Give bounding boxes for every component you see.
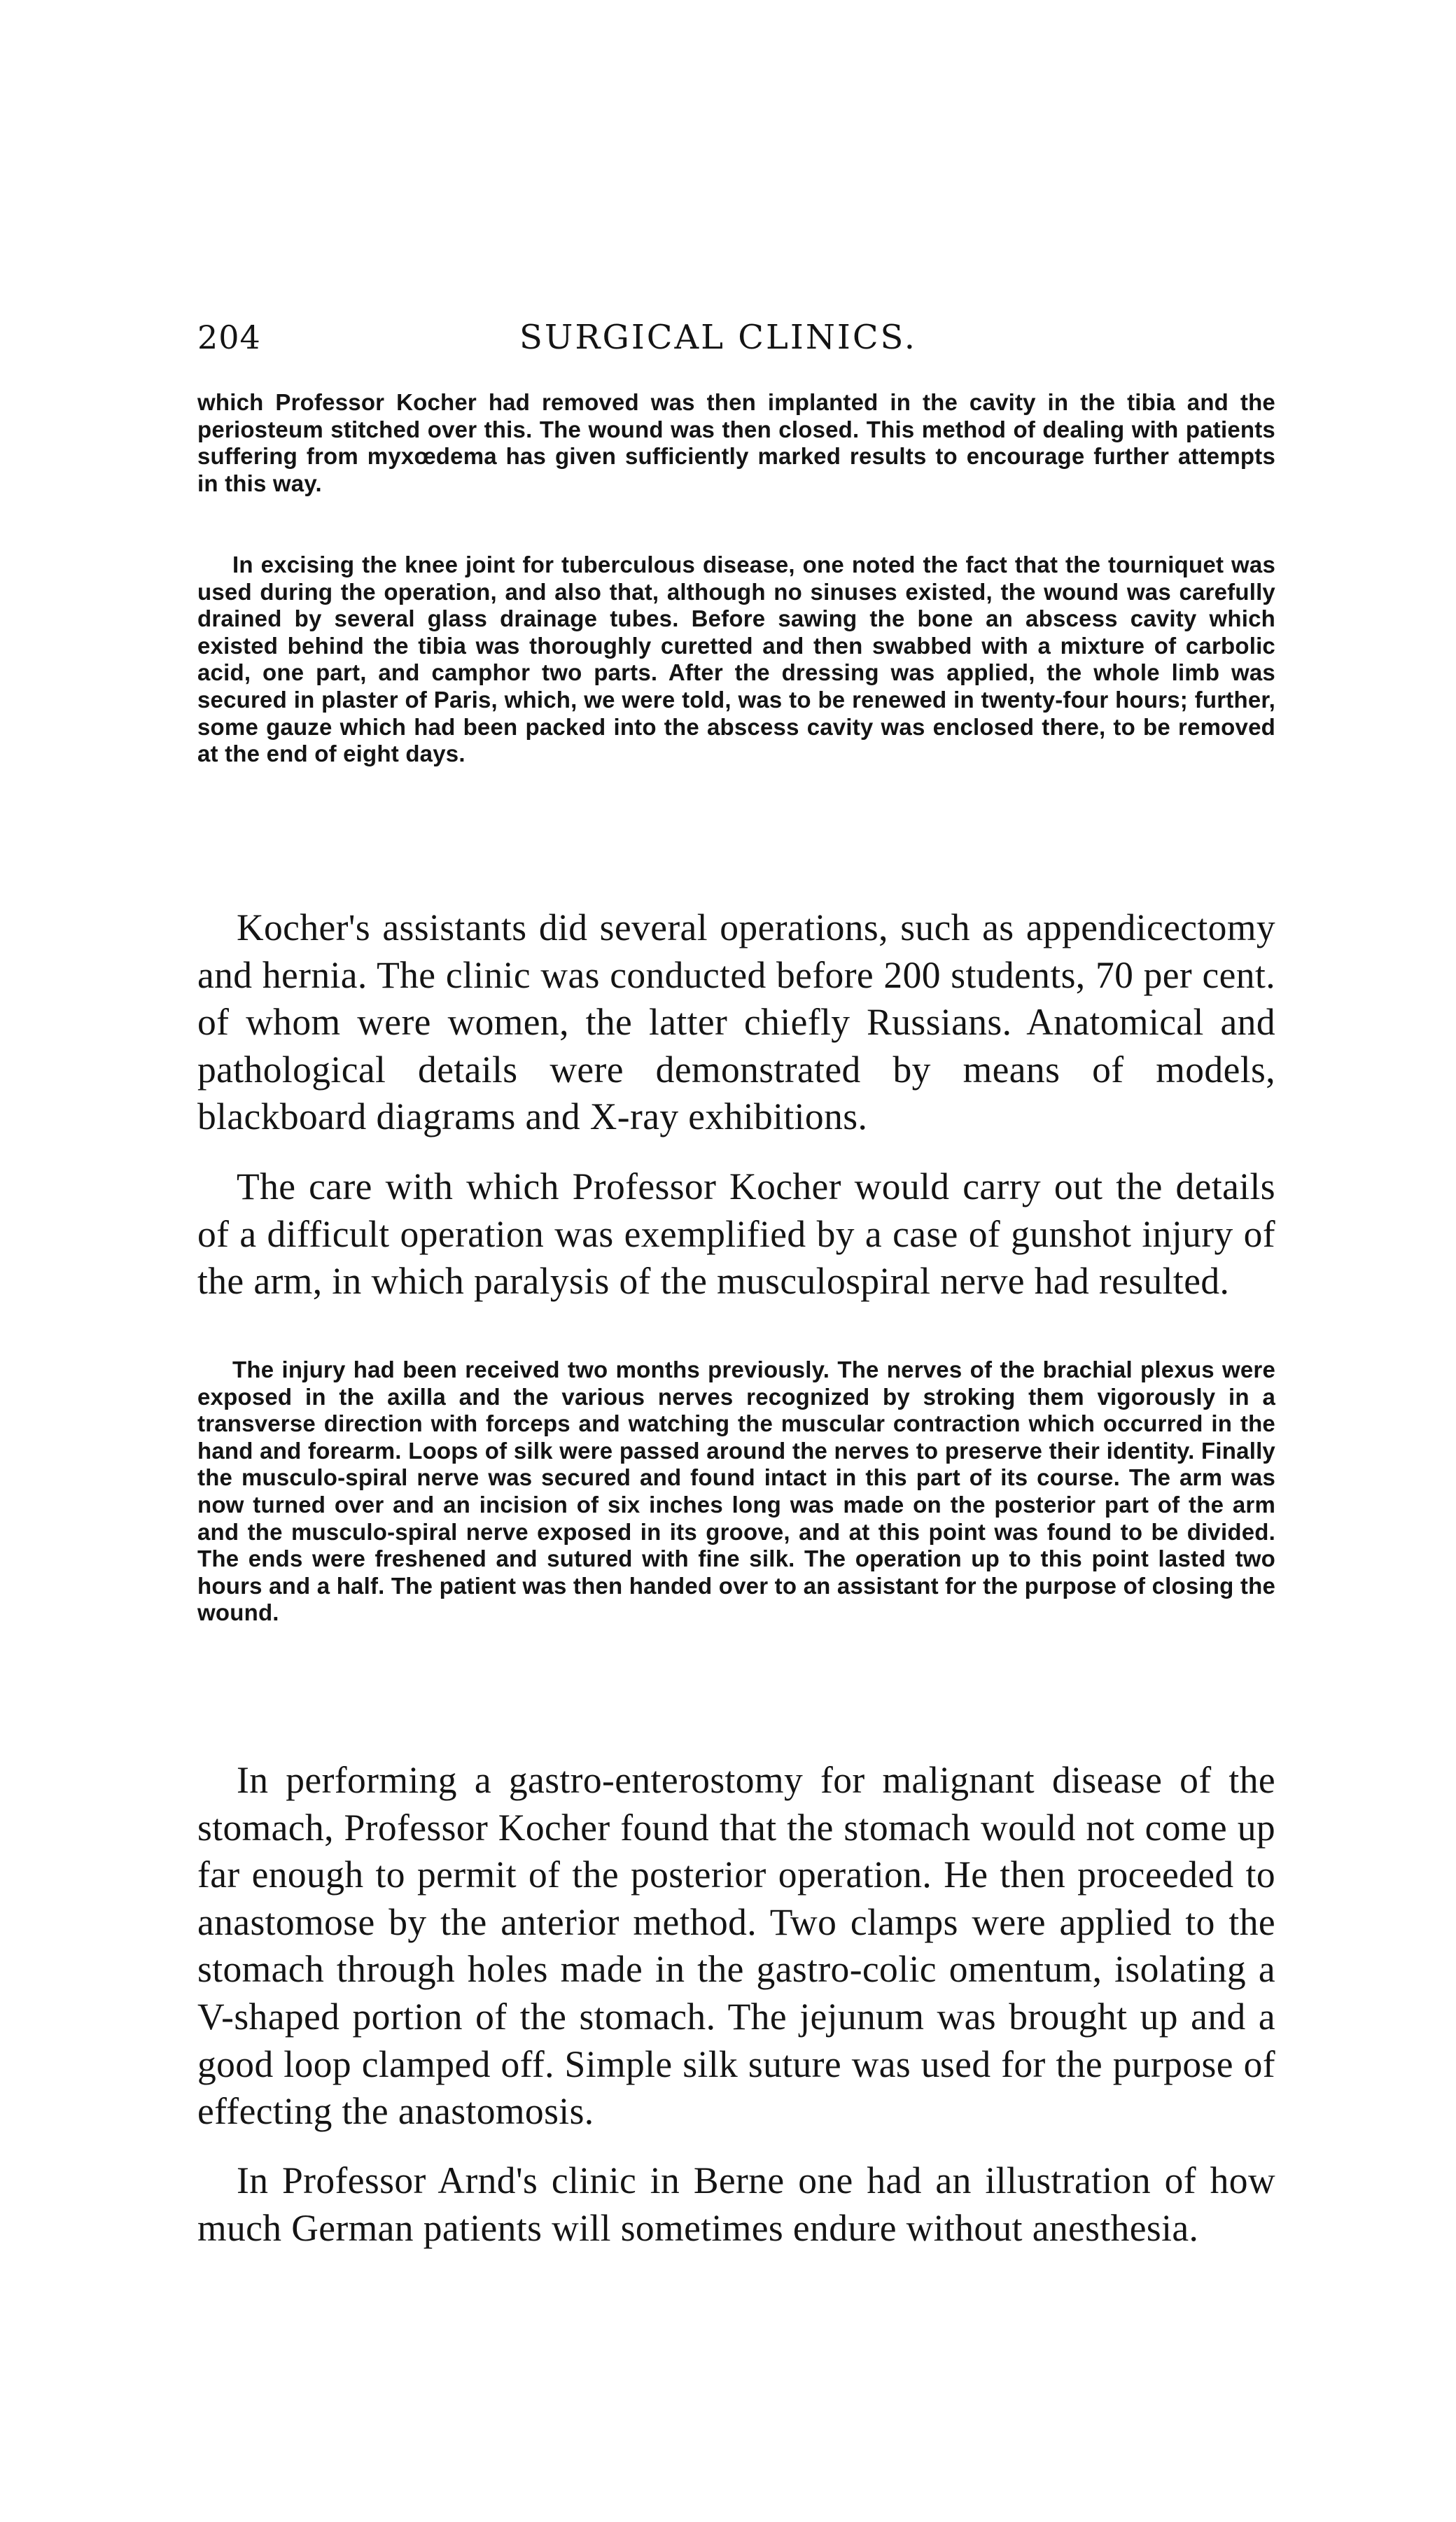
paragraph-myxoedema-continuation: which Professor Kocher had removed was then implanted in the cavity in the tibia and the periosteum stitched over this. The wound was then closed. This method of dealing with patients suffering from myxœdema has given sufficiently marked results to encourage further attempts in this way. (197, 389, 1275, 496)
page-number: 204 (197, 318, 261, 356)
paragraph-gunshot-injury: The care with which Professor Kocher would carry out the details of a difficult operation was exemplified by a case of gunshot injury of the arm, in which paralysis of the musculospiral nerve had resulted. (197, 1165, 1275, 1303)
running-head: SURGICAL CLINICS. (519, 318, 917, 357)
paragraph-kocher-assistants: Kocher's assistants did several operations, such as appendicectomy and hernia. The clinic was conducted before 200 students, 70 per cent. of whom were women, the latter chiefly Russians. Anatomical and pathological details were demonstrated by means of models, blackboard diagrams and X-ray exhibitions. (197, 906, 1275, 1138)
paragraph-nerve-operation: The injury had been received two months previously. The nerves of the brachial plexus were exposed in the axilla and the various nerves recognized by stroking them vigorously in a transverse direction with forceps and watching the muscular contraction which occurred in the hand and forearm. Loops of silk were passed around the nerves to preserve their identity. Finally the musculo-spiral nerve was secured and found intact in this part of its course. The arm was now turned over and an incision of six inches long was made on the posterior part of the arm and the musculo-spiral nerve exposed in its groove, and at this point was found to be divided. The ends were freshened and sutured with fine silk. The operation up to this point lasted two hours and a half. The patient was then handed over to an assistant for the purpose of closing the wound. (197, 1357, 1275, 1626)
page-header (197, 316, 1289, 365)
paragraph-gastro-enterostomy: In performing a gastro-enterostomy for malignant disease of the stomach, Professor Kocher found that the stomach would not come up far enough to permit of the posterior operation. He then proceeded to anastomose by the anterior method. Two clamps were applied to the stomach through holes made in the gastro-colic omentum, isolating a V-shaped portion of the stomach. The jejunum was brought up and a good loop clamped off. Simple silk suture was used for the purpose of effecting the anastomosis. (197, 1759, 1275, 2133)
paragraph-arnd-clinic: In Professor Arnd's clinic in Berne one had an illustration of how much German patients will sometimes endure without anesthesia. (197, 2159, 1275, 2249)
paragraph-knee-joint-excision: In excising the knee joint for tuberculous disease, one noted the fact that the tourniquet was used during the operation, and also that, although no sinuses existed, the wound was carefully drained by several glass drainage tubes. Before sawing the bone an abscess cavity which existed behind the tibia was thoroughly curetted and then swabbed with a mixture of carbolic acid, one part, and camphor two parts. After the dressing was applied, the whole limb was secured in plaster of Paris, which, we were told, was to be renewed in twenty-four hours; further, some gauze which had been packed into the abscess cavity was enclosed there, to be removed at the end of eight days. (197, 552, 1275, 767)
